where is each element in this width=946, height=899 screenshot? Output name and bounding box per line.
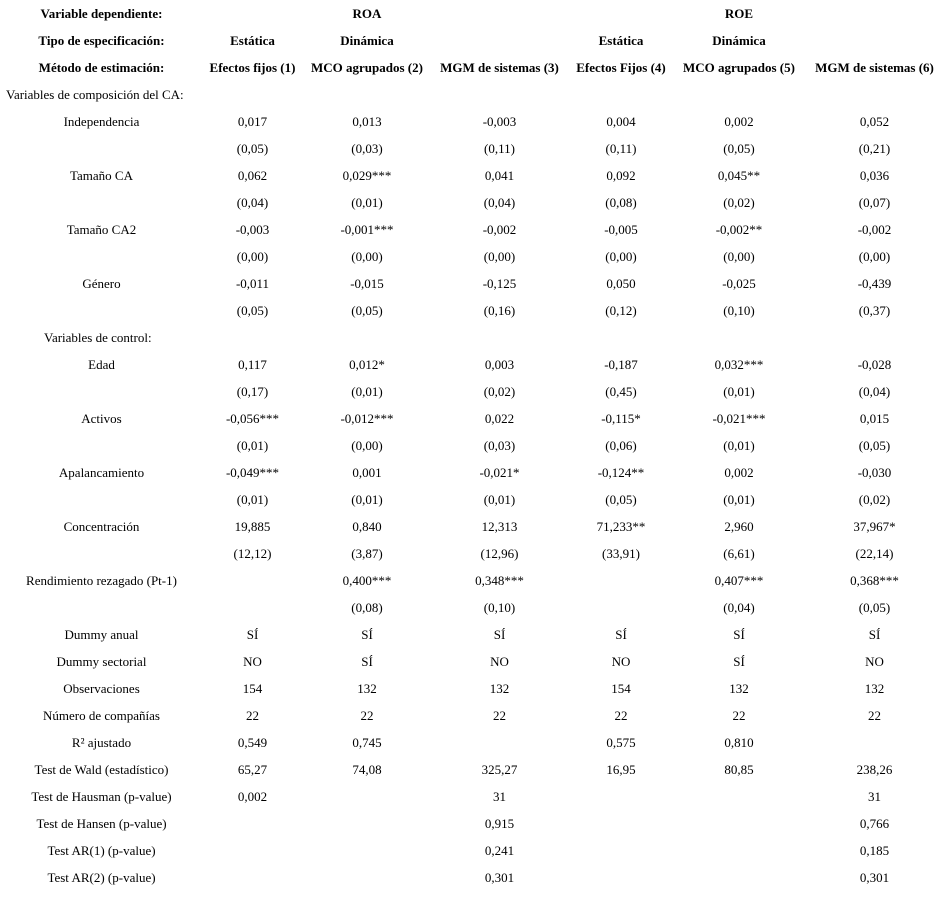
row-label: Test AR(1) (p-value) (47, 842, 156, 858)
table-row (0, 729, 946, 756)
cell-col-6: (0,00) (858, 248, 891, 264)
cell-col-2: (3,87) (351, 545, 383, 561)
cell-col-3: 12,313 (481, 518, 518, 534)
cell-col-5 (675, 837, 803, 864)
cell-col-2: (0,00) (351, 248, 383, 264)
cell-col-6: 0,015 (859, 410, 890, 426)
cell-col-3: 0,348*** (475, 572, 524, 588)
cell-col-4 (567, 567, 675, 594)
cell-col-5: (0,10) (723, 302, 755, 318)
cell-col-1: (0,05) (236, 140, 269, 156)
row-label (0, 486, 203, 513)
cell-col-5: (0,01) (723, 383, 755, 399)
table-row (0, 459, 946, 486)
table-row (0, 405, 946, 432)
cell-col-5: (0,00) (723, 248, 755, 264)
cell-col-2: (0,01) (351, 383, 383, 399)
cell-col-1: (0,00) (236, 248, 269, 264)
cell-col-4: (0,05) (605, 491, 637, 507)
row-label: Dummy anual (64, 626, 139, 642)
method-col-1: Efectos fijos (1) (209, 59, 296, 75)
cell-col-5: SÍ (733, 626, 745, 642)
table-row (0, 270, 946, 297)
cell-col-6: 31 (868, 788, 881, 804)
row-label (0, 540, 203, 567)
cell-col-2: 0,013 (352, 113, 382, 129)
cell-col-1: 0,549 (237, 734, 268, 750)
cell-col-2: (0,01) (351, 194, 383, 210)
cell-col-4: -0,005 (604, 221, 638, 237)
cell-col-3: 0,241 (484, 842, 515, 858)
cell-col-5: 0,002 (724, 113, 754, 129)
cell-col-4: -0,115* (601, 410, 641, 426)
cell-col-5 (675, 810, 803, 837)
cell-col-4: (0,12) (605, 302, 637, 318)
cell-col-3: 132 (489, 680, 510, 696)
table-row (0, 810, 946, 837)
cell-col-4 (567, 864, 675, 891)
cell-col-1: (0,05) (236, 302, 269, 318)
table-row (0, 162, 946, 189)
cell-col-6: (0,05) (858, 437, 891, 453)
cell-col-4: 0,004 (606, 113, 636, 129)
table-row (0, 702, 946, 729)
cell-col-5: 0,002 (724, 464, 754, 480)
method-col-5: MCO agrupados (5) (683, 59, 795, 75)
row-label: Género (82, 275, 121, 291)
cell-col-1: -0,011 (235, 275, 270, 291)
row-label: Tamaño CA (70, 167, 133, 183)
cell-col-1: (0,01) (236, 491, 269, 507)
cell-col-1: -0,049*** (225, 464, 280, 480)
spec-col-5: Dinámica (712, 32, 766, 48)
row-label: Test de Hausman (p-value) (31, 788, 172, 804)
cell-col-1: (0,01) (236, 437, 269, 453)
table-row (0, 837, 946, 864)
table-row (0, 108, 946, 135)
cell-col-6: (0,02) (858, 491, 891, 507)
cell-col-3: (0,00) (483, 248, 516, 264)
std-error-row (0, 540, 946, 567)
cell-col-2: -0,015 (350, 275, 384, 291)
cell-col-4: 16,95 (606, 761, 636, 777)
cell-col-5 (675, 864, 803, 891)
cell-col-2 (302, 810, 432, 837)
cell-col-6: NO (865, 653, 884, 669)
cell-col-4 (567, 594, 675, 621)
roe-header: ROE (724, 5, 754, 21)
cell-col-1: (12,12) (233, 545, 272, 561)
cell-col-4: 71,233** (596, 518, 646, 534)
cell-col-1 (203, 567, 302, 594)
table-row (0, 648, 946, 675)
cell-col-3: (0,11) (484, 140, 515, 156)
cell-col-3: (0,02) (483, 383, 516, 399)
cell-col-6: 132 (864, 680, 885, 696)
cell-col-1 (203, 594, 302, 621)
cell-col-6: 0,301 (859, 869, 890, 885)
cell-col-2: 0,840 (352, 518, 382, 534)
cell-col-3: 22 (493, 707, 506, 723)
cell-col-3: 0,041 (484, 167, 515, 183)
cell-col-1: 154 (242, 680, 263, 696)
cell-col-5: (6,61) (723, 545, 755, 561)
cell-col-4: 22 (614, 707, 628, 723)
cell-col-2: (0,00) (351, 437, 383, 453)
cell-col-3: SÍ (493, 626, 506, 642)
cell-col-3: 0,003 (484, 356, 515, 372)
cell-col-3: 0,915 (484, 815, 515, 831)
row-label: Concentración (63, 518, 140, 534)
roa-header: ROA (352, 5, 382, 21)
cell-col-1: 65,27 (237, 761, 268, 777)
cell-col-5: 22 (732, 707, 746, 723)
cell-col-1: 19,885 (234, 518, 271, 534)
row-label (0, 594, 203, 621)
cell-col-6: 37,967* (853, 518, 896, 534)
cell-col-6: -0,439 (857, 275, 892, 291)
cell-col-1: SÍ (246, 626, 259, 642)
cell-col-4: 0,050 (606, 275, 636, 291)
cell-col-2: (0,03) (351, 140, 383, 156)
cell-col-1: (0,17) (236, 383, 269, 399)
section-control-row (0, 324, 946, 351)
std-error-row (0, 297, 946, 324)
cell-col-3: (0,04) (483, 194, 516, 210)
cell-col-6: -0,030 (857, 464, 892, 480)
cell-col-2: 0,400*** (342, 572, 392, 588)
cell-col-2 (302, 864, 432, 891)
row-label (0, 432, 203, 459)
header-row-dependent (0, 0, 946, 27)
row-label: Rendimiento rezagado (Pt-1) (26, 572, 177, 588)
cell-col-5: (0,01) (723, 491, 755, 507)
table-row (0, 513, 946, 540)
cell-col-5: 0,045** (717, 167, 761, 183)
row-label (0, 189, 203, 216)
cell-col-5: 132 (729, 680, 749, 696)
cell-col-4: (0,08) (605, 194, 637, 210)
cell-col-4 (567, 837, 675, 864)
row-label: Independencia (63, 113, 140, 129)
row-label: Test de Wald (estadístico) (34, 761, 169, 777)
std-error-row (0, 135, 946, 162)
cell-col-6: 0,766 (859, 815, 890, 831)
cell-col-1: 0,002 (237, 788, 268, 804)
table-row (0, 567, 946, 594)
cell-col-6: (0,04) (858, 383, 891, 399)
cell-col-2: 0,029*** (342, 167, 392, 183)
cell-col-1: 22 (246, 707, 259, 723)
cell-col-3: -0,002 (482, 221, 517, 237)
spec-col-2: Dinámica (340, 32, 394, 48)
table-row (0, 621, 946, 648)
cell-col-3: -0,125 (482, 275, 517, 291)
spec-col-6 (803, 27, 946, 54)
cell-col-1: -0,003 (235, 221, 270, 237)
cell-col-6: -0,002 (857, 221, 892, 237)
table-row (0, 216, 946, 243)
row-label: Tamaño CA2 (66, 221, 137, 237)
cell-col-3: 31 (493, 788, 506, 804)
cell-col-2: (0,01) (351, 491, 383, 507)
cell-col-5: (0,04) (723, 599, 755, 615)
method-col-4: Efectos Fijos (4) (576, 59, 666, 75)
cell-col-3: (0,03) (483, 437, 516, 453)
cell-col-2: 0,001 (352, 464, 382, 480)
row-label (0, 297, 203, 324)
cell-col-3: (0,01) (483, 491, 516, 507)
cell-col-3: (12,96) (480, 545, 519, 561)
table-row (0, 783, 946, 810)
cell-col-3: (0,16) (483, 302, 516, 318)
cell-col-6: 0,185 (859, 842, 890, 858)
cell-col-1 (203, 810, 302, 837)
cell-col-5: (0,01) (723, 437, 755, 453)
cell-col-6: -0,028 (857, 356, 892, 372)
row-label (0, 378, 203, 405)
spec-type-label: Tipo de especificación: (38, 32, 165, 48)
std-error-row (0, 486, 946, 513)
cell-col-2: 132 (357, 680, 377, 696)
table-row (0, 756, 946, 783)
cell-col-2: -0,001*** (340, 221, 394, 237)
row-label: Dummy sectorial (56, 653, 147, 669)
cell-col-4: 0,575 (606, 734, 636, 750)
cell-col-4: NO (611, 653, 631, 669)
cell-col-1: -0,056*** (225, 410, 280, 426)
dependent-variable-label: Variable dependiente: (40, 5, 163, 21)
cell-col-1: (0,04) (236, 194, 269, 210)
row-label: Activos (81, 410, 122, 426)
row-label: Test de Hansen (p-value) (36, 815, 167, 831)
row-label: Edad (88, 356, 115, 372)
section-control-label: Variables de control: (44, 329, 152, 345)
cell-col-6: SÍ (868, 626, 881, 642)
cell-col-3: (0,10) (483, 599, 516, 615)
std-error-row (0, 243, 946, 270)
cell-col-2: 74,08 (352, 761, 382, 777)
cell-col-3: 325,27 (481, 761, 518, 777)
cell-col-4 (567, 783, 675, 810)
spec-col-1: Estática (230, 32, 275, 48)
method-col-3: MGM de sistemas (3) (440, 59, 559, 75)
cell-col-6: (0,05) (858, 599, 891, 615)
std-error-row (0, 594, 946, 621)
cell-col-5: 80,85 (724, 761, 754, 777)
table-row (0, 351, 946, 378)
cell-col-5: 0,810 (724, 734, 754, 750)
method-col-6: MGM de sistemas (6) (815, 59, 934, 75)
row-label: Test AR(2) (p-value) (47, 869, 156, 885)
cell-col-5: -0,002** (715, 221, 763, 237)
row-label: Apalancamiento (58, 464, 145, 480)
cell-col-5: SÍ (733, 653, 745, 669)
cell-col-6: (22,14) (855, 545, 894, 561)
cell-col-4: SÍ (615, 626, 627, 642)
cell-col-4: -0,124** (597, 464, 645, 480)
section-composition-row (0, 81, 946, 108)
cell-col-2: 22 (360, 707, 374, 723)
cell-col-5: (0,05) (723, 140, 755, 156)
cell-col-5: -0,025 (722, 275, 756, 291)
cell-col-6: (0,37) (858, 302, 891, 318)
cell-col-2: -0,012*** (340, 410, 394, 426)
cell-col-6: 0,052 (859, 113, 890, 129)
row-label: Observaciones (63, 680, 140, 696)
header-row-method (0, 54, 946, 81)
cell-col-2: SÍ (361, 626, 373, 642)
cell-col-1: NO (243, 653, 262, 669)
cell-col-6: 22 (868, 707, 881, 723)
cell-col-4: 154 (611, 680, 631, 696)
cell-col-3: -0,021* (479, 464, 520, 480)
std-error-row (0, 189, 946, 216)
cell-col-2 (302, 783, 432, 810)
cell-col-1 (203, 837, 302, 864)
cell-col-4: (33,91) (602, 545, 640, 561)
cell-col-2: (0,08) (351, 599, 383, 615)
cell-col-1: 0,062 (237, 167, 268, 183)
table-row (0, 675, 946, 702)
spec-col-3 (432, 27, 567, 54)
header-row-spec (0, 27, 946, 54)
method-col-2: MCO agrupados (2) (311, 59, 423, 75)
cell-col-5: -0,021*** (712, 410, 766, 426)
table-row (0, 864, 946, 891)
cell-col-5: 0,032*** (714, 356, 764, 372)
cell-col-4: -0,187 (604, 356, 638, 372)
cell-col-6 (803, 729, 946, 756)
cell-col-4: 0,092 (606, 167, 636, 183)
cell-col-2: SÍ (361, 653, 373, 669)
cell-col-1: 0,117 (238, 356, 267, 372)
cell-col-2: (0,05) (351, 302, 383, 318)
cell-col-3 (432, 729, 567, 756)
row-label: R² ajustado (71, 734, 132, 750)
cell-col-3: 0,022 (484, 410, 515, 426)
cell-col-6: 238,26 (856, 761, 893, 777)
std-error-row (0, 432, 946, 459)
cell-col-4: (0,45) (605, 383, 637, 399)
cell-col-2: 0,012* (349, 356, 385, 372)
cell-col-5: 2,960 (724, 518, 754, 534)
cell-col-1 (203, 864, 302, 891)
method-label: Método de estimación: (38, 59, 165, 75)
cell-col-5 (675, 783, 803, 810)
cell-col-6: 0,036 (859, 167, 890, 183)
spec-col-4: Estática (598, 32, 644, 48)
std-error-row (0, 378, 946, 405)
cell-col-5: (0,02) (723, 194, 755, 210)
cell-col-3: -0,003 (482, 113, 517, 129)
row-label (0, 243, 203, 270)
cell-col-4: (0,11) (605, 140, 637, 156)
row-label (0, 135, 203, 162)
cell-col-4: (0,06) (605, 437, 637, 453)
cell-col-4: (0,00) (605, 248, 637, 264)
cell-col-1: 0,017 (237, 113, 268, 129)
cell-col-3: NO (490, 653, 509, 669)
cell-col-6: (0,21) (858, 140, 891, 156)
cell-col-5: 0,407*** (714, 572, 764, 588)
cell-col-2: 0,745 (352, 734, 382, 750)
cell-col-6: 0,368*** (850, 572, 899, 588)
cell-col-6: (0,07) (858, 194, 891, 210)
cell-col-2 (302, 837, 432, 864)
row-label: Número de compañías (43, 707, 160, 723)
cell-col-3: 0,301 (484, 869, 515, 885)
cell-col-4 (567, 810, 675, 837)
section-composition-label: Variables de composición del CA: (6, 86, 184, 102)
